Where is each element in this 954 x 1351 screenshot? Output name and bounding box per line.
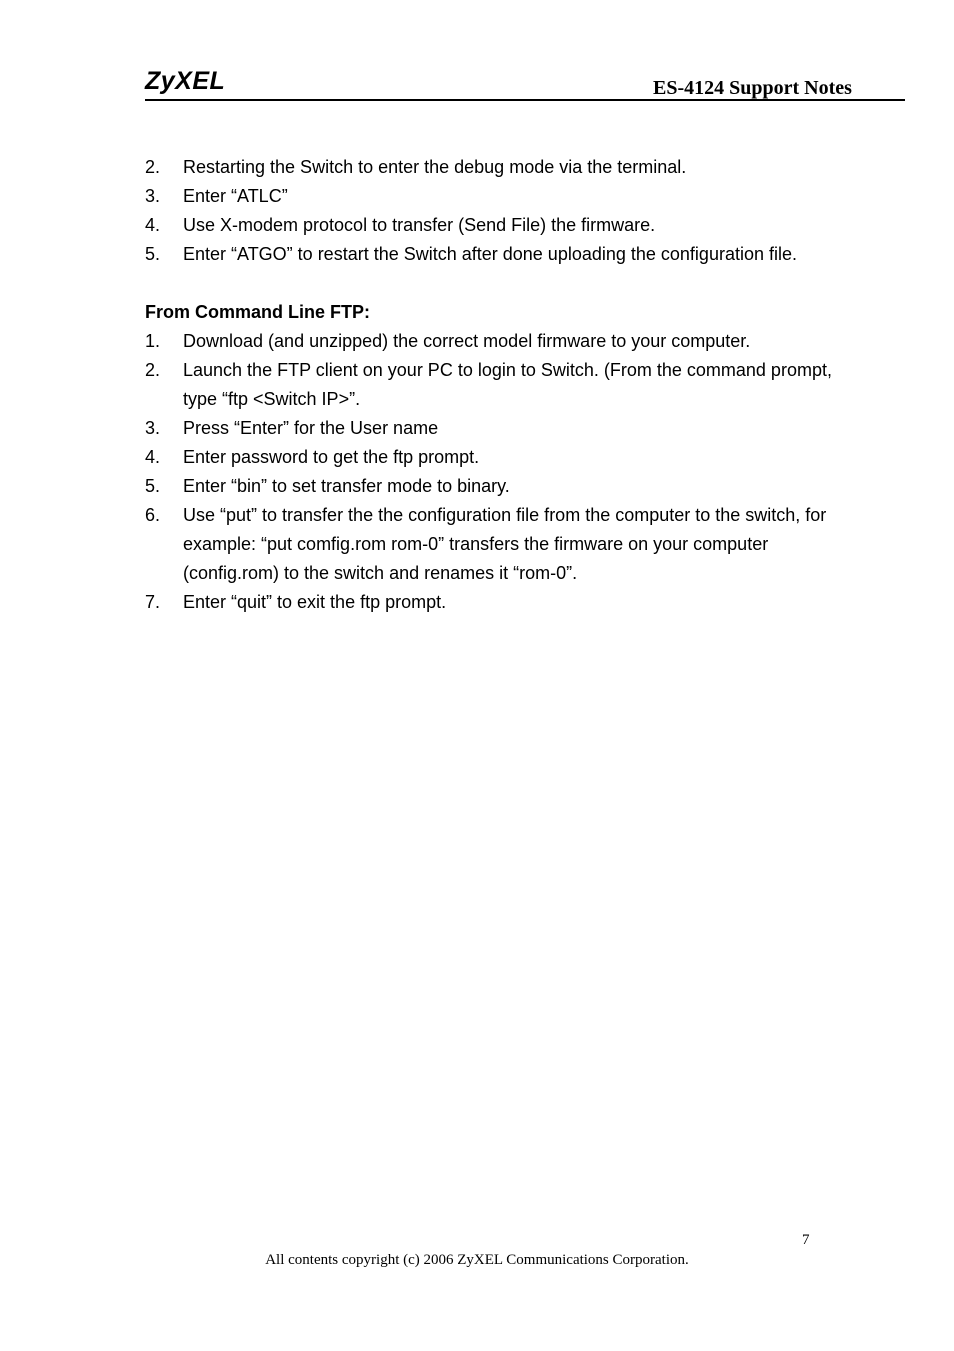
list-text: Press “Enter” for the User name [183, 418, 439, 438]
header-divider [145, 99, 905, 101]
list-item [145, 240, 835, 269]
list-text: Enter “quit” to exit the ftp prompt. [183, 592, 447, 612]
ftp-steps [145, 327, 835, 617]
list-number: 1. [145, 331, 161, 351]
list-item [145, 211, 835, 240]
list-number: 2. [145, 360, 161, 380]
list-text: Enter “ATGO” to restart the Switch after done uploading the configuration file. [183, 244, 797, 264]
list-text: Enter password to get the ftp prompt. [183, 447, 480, 467]
list-text: Use X-modem protocol to transfer (Send File) the firmware. [183, 215, 656, 235]
debug-mode-steps [145, 153, 835, 269]
list-text: Enter “bin” to set transfer mode to binary. [183, 476, 510, 496]
document-body [145, 153, 835, 617]
page-number: 7 [802, 1232, 810, 1248]
list-number: 3. [145, 418, 161, 438]
list-item [145, 182, 835, 211]
list-text: Download (and unzipped) the correct model firmware to your computer. [183, 331, 751, 351]
list-number: 5. [145, 244, 161, 264]
list-number: 7. [145, 592, 161, 612]
list-item [145, 588, 835, 617]
list-number: 6. [145, 505, 161, 525]
list-number: 4. [145, 447, 161, 467]
list-text: Enter “ATLC” [183, 186, 288, 206]
list-item [145, 356, 835, 414]
list-item [145, 501, 835, 588]
list-number: 3. [145, 186, 161, 206]
section-heading: From Command Line FTP: [145, 302, 370, 322]
list-item [145, 153, 835, 182]
list-item [145, 443, 835, 472]
list-text: Launch the FTP client on your PC to login to Switch. (From the command prompt, type “ftp <Switch IP>”. [183, 360, 832, 409]
document-title: ES-4124 Support Notes [653, 77, 852, 99]
list-text: Restarting the Switch to enter the debug mode via the terminal. [183, 157, 687, 177]
spacer [145, 269, 835, 298]
list-item [145, 472, 835, 501]
list-item [145, 327, 835, 356]
zyxel-logo: ZyXEL [145, 67, 226, 95]
list-number: 4. [145, 215, 161, 235]
list-item [145, 414, 835, 443]
copyright-footer: All contents copyright (c) 2006 ZyXEL Communications Corporation. [265, 1252, 689, 1268]
list-text: Use “put” to transfer the the configuration file from the computer to the switch, for example: “put comfig.rom rom-0” transfers the firmware on your computer (config.rom) to the switch and renames it “rom-0”. [183, 505, 827, 583]
list-number: 2. [145, 157, 161, 177]
list-number: 5. [145, 476, 161, 496]
